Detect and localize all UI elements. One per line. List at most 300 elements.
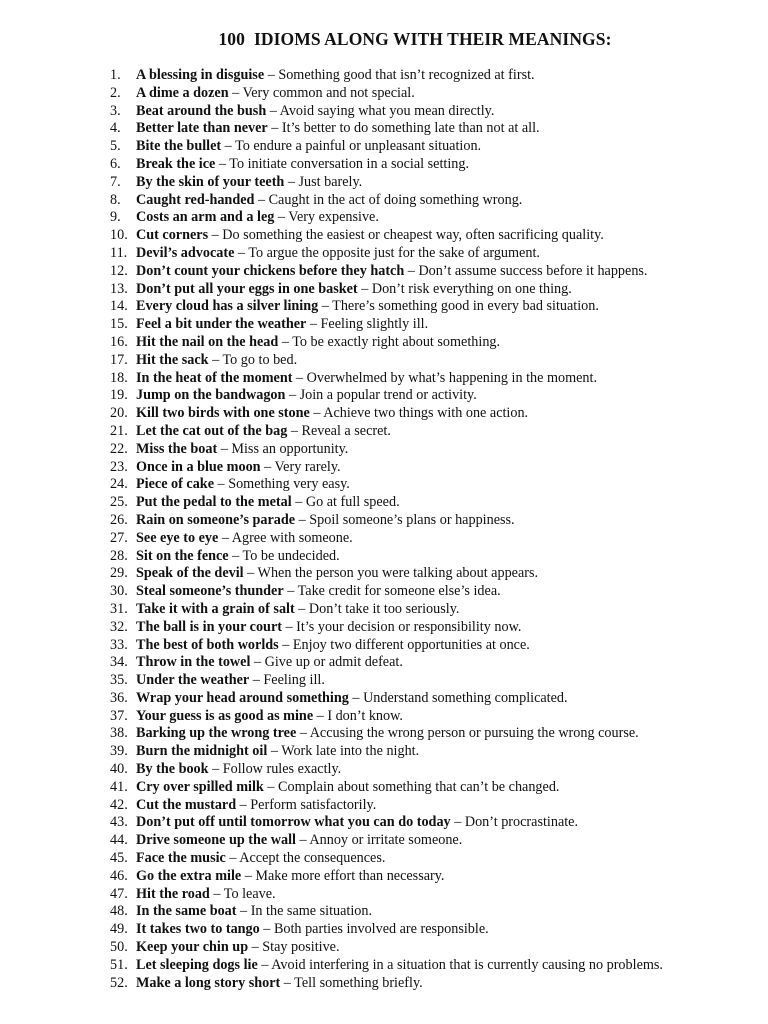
list-item (110, 209, 760, 227)
item-text (136, 387, 477, 405)
dash-separator: – (228, 547, 243, 564)
dash-separator: – (348, 689, 364, 706)
list-item (110, 494, 760, 512)
item-number: 20. (110, 405, 128, 422)
item-text (136, 494, 400, 512)
idiom-meaning: Very rarely. (274, 458, 341, 475)
dash-separator: – (209, 885, 224, 902)
idiom-meaning: I don’t know. (327, 707, 403, 724)
item-number: 34. (110, 654, 128, 671)
item-text (136, 583, 501, 601)
idiom-meaning: Overwhelmed by what’s happening in the moment. (306, 369, 598, 386)
item-number: 23. (110, 458, 128, 475)
list-item (110, 957, 760, 975)
item-number: 38. (110, 725, 128, 742)
item-number: 32. (110, 618, 128, 635)
item-text (136, 601, 459, 619)
item-number: 19. (110, 387, 128, 404)
list-item (110, 708, 760, 726)
item-text (136, 85, 415, 103)
dash-separator: – (263, 778, 279, 795)
item-text (136, 156, 469, 174)
item-text (136, 227, 604, 245)
idiom-meaning: To go to bed. (222, 351, 298, 368)
list-item (110, 120, 760, 138)
list-item (110, 459, 760, 477)
item-number: 25. (110, 494, 128, 511)
idiom-meaning: Don’t procrastinate. (464, 814, 579, 831)
list-item (110, 138, 760, 156)
idiom-meaning: To endure a painful or unpleasant situation. (235, 138, 482, 155)
idiom-meaning: Complain about something that can’t be changed. (278, 778, 560, 795)
idiom-meaning: To argue the opposite just for the sake of argument. (248, 244, 540, 261)
item-number: 22. (110, 440, 128, 457)
idiom-meaning: To initiate conversation in a social setting. (229, 155, 470, 172)
list-item (110, 619, 760, 637)
idiom-meaning: Accusing the wrong person or pursuing the wrong course. (309, 725, 639, 742)
list-item (110, 583, 760, 601)
item-text (136, 245, 540, 263)
item-text (136, 975, 423, 993)
dash-separator: – (241, 867, 256, 884)
idiom-phrase: In the same boat (136, 903, 237, 920)
list-item (110, 370, 760, 388)
idiom-meaning: Achieve two things with one action. (323, 405, 529, 422)
dash-separator: – (234, 244, 249, 261)
idiom-phrase: See eye to eye (136, 529, 219, 546)
item-number: 2. (110, 84, 121, 101)
item-number: 44. (110, 832, 128, 849)
item-text (136, 814, 578, 832)
list-item (110, 921, 760, 939)
idiom-meaning: Agree with someone. (231, 529, 353, 546)
idiom-phrase: Let sleeping dogs lie (136, 956, 258, 973)
idiom-meaning: There’s something good in every bad situation. (332, 298, 599, 315)
idiom-meaning: Something good that isn’t recognized at first. (278, 67, 535, 83)
idiom-phrase: Don’t put off until tomorrow what you can do today (136, 814, 451, 831)
idiom-phrase: Burn the midnight oil (136, 743, 268, 760)
idiom-phrase: Face the music (136, 850, 226, 867)
item-text (136, 565, 538, 583)
item-number: 27. (110, 529, 128, 546)
dash-separator: – (291, 494, 306, 511)
dash-separator: – (404, 262, 419, 279)
idiom-meaning: Stay positive. (262, 939, 340, 956)
item-number: 46. (110, 867, 128, 884)
dash-separator: – (285, 387, 300, 404)
idiom-phrase: Steal someone’s thunder (136, 583, 284, 600)
idiom-meaning: Don’t assume success before it happens. (418, 262, 648, 279)
item-text (136, 405, 528, 423)
item-text (136, 120, 540, 138)
idiom-phrase: Rain on someone’s parade (136, 511, 296, 528)
list-item (110, 672, 760, 690)
idiom-meaning: Take credit for someone else’s idea. (297, 583, 501, 600)
idiom-meaning: To leave. (223, 885, 276, 902)
list-item (110, 85, 760, 103)
list-item (110, 441, 760, 459)
idiom-phrase: Hit the road (136, 885, 210, 902)
idiom-meaning: Don’t risk everything on one thing. (371, 280, 572, 297)
list-item (110, 548, 760, 566)
list-item (110, 530, 760, 548)
dash-separator: – (236, 903, 251, 920)
idiom-meaning: Go at full speed. (305, 494, 400, 511)
dash-separator: – (264, 67, 279, 83)
dash-separator: – (214, 476, 229, 493)
item-text (136, 921, 489, 939)
item-text (136, 316, 428, 334)
item-number: 8. (110, 191, 121, 208)
item-number: 33. (110, 636, 128, 653)
dash-separator: – (306, 316, 321, 333)
dash-separator: – (259, 921, 274, 938)
item-number: 11. (110, 244, 128, 261)
item-number: 36. (110, 689, 128, 706)
idiom-meaning: Avoid saying what you mean directly. (279, 102, 495, 119)
dash-separator: – (254, 191, 269, 208)
dash-separator: – (450, 814, 465, 831)
idiom-phrase: Feel a bit under the weather (136, 316, 307, 333)
dash-separator: – (295, 511, 310, 528)
item-text (136, 868, 444, 886)
item-number: 28. (110, 547, 128, 564)
list-item (110, 352, 760, 370)
dash-separator: – (236, 796, 251, 813)
dash-separator: – (243, 565, 258, 582)
idiom-meaning: Feeling slightly ill. (320, 316, 429, 333)
idiom-phrase: Bite the bullet (136, 138, 222, 155)
item-text (136, 797, 376, 815)
idiom-phrase: Devil’s advocate (136, 244, 235, 261)
dash-separator: – (313, 707, 328, 724)
idiom-meaning: When the person you were talking about appears. (257, 565, 539, 582)
list-item (110, 245, 760, 263)
item-text (136, 619, 521, 637)
dash-separator: – (215, 155, 230, 172)
idiom-phrase: Your guess is as good as mine (136, 707, 314, 724)
dash-separator: – (292, 369, 307, 386)
idiom-phrase: By the skin of your teeth (136, 173, 285, 190)
idiom-phrase: Go the extra mile (136, 867, 242, 884)
item-text (136, 334, 500, 352)
idiom-meaning: Follow rules exactly. (222, 761, 342, 778)
dash-separator: – (257, 956, 272, 973)
item-text (136, 209, 379, 227)
idiom-phrase: Barking up the wrong tree (136, 725, 297, 742)
item-number: 37. (110, 707, 128, 724)
idiom-meaning: Very common and not special. (242, 84, 415, 101)
item-number: 12. (110, 262, 128, 279)
item-number: 52. (110, 974, 128, 991)
dash-separator: – (318, 298, 333, 315)
list-item (110, 886, 760, 904)
item-number: 51. (110, 956, 128, 973)
idiom-phrase: Throw in the towel (136, 654, 251, 671)
item-text (136, 708, 403, 726)
list-item (110, 637, 760, 655)
list-item (110, 192, 760, 210)
idiom-meaning: Just barely. (298, 173, 363, 190)
idiom-meaning: Accept the consequences. (239, 850, 386, 867)
list-item (110, 227, 760, 245)
idiom-meaning: Join a popular trend or activity. (299, 387, 477, 404)
dash-separator: – (283, 583, 298, 600)
list-item (110, 743, 760, 761)
item-number: 7. (110, 173, 121, 190)
item-number: 43. (110, 814, 128, 831)
idiom-phrase: Take it with a grain of salt (136, 600, 295, 617)
item-text (136, 298, 599, 316)
item-text (136, 672, 325, 690)
dash-separator: – (281, 618, 297, 635)
idiom-phrase: Jump on the bandwagon (136, 387, 286, 404)
item-text (136, 548, 340, 566)
idiom-phrase: A blessing in disguise (136, 67, 265, 83)
item-text (136, 903, 372, 921)
item-text (136, 263, 647, 281)
idiom-meaning: Perform satisfactorily. (250, 796, 377, 813)
list-item (110, 174, 760, 192)
dash-separator: – (278, 636, 293, 653)
dash-separator: – (294, 600, 309, 617)
idiom-meaning: Make more effort than necessary. (255, 867, 445, 884)
list-item (110, 67, 760, 85)
idiom-phrase: Hit the sack (136, 351, 209, 368)
idiom-phrase: Keep your chin up (136, 939, 249, 956)
list-item (110, 832, 760, 850)
item-number: 45. (110, 850, 128, 867)
item-number: 13. (110, 280, 128, 297)
dash-separator: – (260, 458, 275, 475)
list-item (110, 512, 760, 530)
dash-separator: – (296, 832, 310, 849)
item-text (136, 743, 419, 761)
idiom-meaning: Annoy or irritate someone. (309, 832, 463, 849)
item-text (136, 103, 494, 121)
item-number: 29. (110, 565, 128, 582)
idiom-meaning: Miss an opportunity. (231, 440, 349, 457)
list-item (110, 476, 760, 494)
idiom-phrase: Kill two birds with one stone (136, 405, 310, 422)
list-item (110, 405, 760, 423)
idiom-phrase: Under the weather (136, 672, 250, 689)
idiom-phrase: Cry over spilled milk (136, 778, 264, 795)
list-item (110, 779, 760, 797)
idiom-meaning: Feeling ill. (263, 672, 325, 689)
item-text (136, 530, 353, 548)
item-number: 6. (110, 155, 121, 172)
dash-separator: – (208, 227, 223, 244)
idiom-meaning: It’s your decision or responsibility now. (296, 618, 522, 635)
item-text (136, 832, 462, 850)
item-text (136, 512, 515, 530)
idiom-meaning: Work late into the night. (281, 743, 420, 760)
dash-separator: – (309, 405, 324, 422)
item-number: 40. (110, 761, 128, 778)
idiom-phrase: Put the pedal to the metal (136, 494, 292, 511)
list-item (110, 387, 760, 405)
item-text (136, 138, 481, 156)
item-number: 10. (110, 227, 128, 244)
idiom-phrase: Costs an arm and a leg (136, 209, 275, 226)
item-text (136, 654, 403, 672)
item-number: 16. (110, 333, 128, 350)
item-text (136, 850, 385, 868)
list-item (110, 654, 760, 672)
idiom-phrase: Wrap your head around something (136, 689, 349, 706)
item-text (136, 459, 341, 477)
idiom-meaning: Both parties involved are responsible. (273, 921, 489, 938)
list-item (110, 298, 760, 316)
idiom-meaning: Caught in the act of doing something wrong. (268, 191, 523, 208)
dash-separator: – (217, 440, 232, 457)
list-item (110, 690, 760, 708)
idiom-phrase: Don’t count your chickens before they hatch (136, 262, 405, 279)
idiom-phrase: In the heat of the moment (136, 369, 293, 386)
idiom-meaning: Spoil someone’s plans or happiness. (309, 511, 515, 528)
item-text (136, 370, 597, 388)
dash-separator: – (208, 761, 223, 778)
list-item (110, 334, 760, 352)
dash-separator: – (250, 654, 265, 671)
dash-separator: – (287, 422, 302, 439)
list-item (110, 850, 760, 868)
idiom-phrase: Speak of the devil (136, 565, 244, 582)
list-item (110, 761, 760, 779)
idiom-meaning: To be exactly right about something. (292, 333, 501, 350)
dash-separator: – (267, 120, 282, 137)
item-text (136, 779, 559, 797)
item-text (136, 725, 639, 743)
item-number: 48. (110, 903, 128, 920)
dash-separator: – (284, 173, 299, 190)
item-number: 26. (110, 511, 128, 528)
idiom-phrase: Every cloud has a silver lining (136, 298, 319, 315)
item-number: 3. (110, 102, 121, 119)
item-text (136, 939, 340, 957)
idiom-meaning: Don’t take it too seriously. (308, 600, 460, 617)
list-item (110, 103, 760, 121)
item-text (136, 441, 348, 459)
idiom-phrase: Caught red-handed (136, 191, 255, 208)
list-item (110, 814, 760, 832)
idiom-phrase: Better late than never (136, 120, 268, 137)
item-number: 35. (110, 672, 128, 689)
dash-separator: – (218, 529, 232, 546)
item-number: 41. (110, 778, 128, 795)
idiom-phrase: Let the cat out of the bag (136, 422, 288, 439)
idiom-phrase: Make a long story short (136, 974, 281, 991)
idiom-meaning: Enjoy two different opportunities at once. (292, 636, 530, 653)
item-number: 5. (110, 138, 121, 155)
item-number: 15. (110, 316, 128, 333)
list-item (110, 797, 760, 815)
dash-separator: – (280, 974, 295, 991)
list-item (110, 725, 760, 743)
dash-separator: – (208, 351, 223, 368)
dash-separator: – (278, 333, 293, 350)
item-text (136, 174, 362, 192)
idiom-meaning: Understand something complicated. (363, 689, 568, 706)
idiom-meaning: In the same situation. (250, 903, 373, 920)
dash-separator: – (357, 280, 372, 297)
idiom-phrase: Cut the mustard (136, 796, 237, 813)
list-item (110, 939, 760, 957)
idiom-meaning: Do something the easiest or cheapest way, often sacrificing quality. (222, 227, 604, 244)
dash-separator: – (266, 102, 280, 119)
item-text (136, 761, 341, 779)
item-number: 39. (110, 743, 128, 760)
item-text (136, 352, 297, 370)
idiom-meaning: Reveal a secret. (301, 422, 391, 439)
dash-separator: – (228, 84, 243, 101)
list-item (110, 601, 760, 619)
list-item (110, 281, 760, 299)
idiom-phrase: Drive someone up the wall (136, 832, 296, 849)
idiom-meaning: Tell something briefly. (294, 974, 423, 991)
idiom-phrase: Once in a blue moon (136, 458, 261, 475)
list-item (110, 316, 760, 334)
idiom-meaning: Avoid interfering in a situation that is currently causing no problems. (271, 956, 663, 973)
idiom-phrase: A dime a dozen (136, 84, 229, 101)
item-number: 14. (110, 298, 128, 315)
idiom-phrase: Sit on the fence (136, 547, 229, 564)
item-number: 9. (110, 209, 121, 226)
item-number: 31. (110, 600, 128, 617)
idiom-phrase: Hit the nail on the head (136, 333, 279, 350)
item-text (136, 67, 535, 85)
list-item (110, 263, 760, 281)
item-number: 1. (110, 67, 121, 83)
idiom-phrase: Cut corners (136, 227, 209, 244)
item-text (136, 476, 350, 494)
item-number: 49. (110, 921, 128, 938)
item-number: 17. (110, 351, 128, 368)
dash-separator: – (225, 850, 240, 867)
item-number: 47. (110, 885, 128, 902)
idiom-phrase: Miss the boat (136, 440, 218, 457)
dash-separator: – (249, 672, 264, 689)
idiom-meaning: Very expensive. (288, 209, 379, 226)
page-title: 100 IDIOMS ALONG WITH THEIR MEANINGS: (218, 29, 612, 49)
idiom-phrase: Beat around the bush (136, 102, 267, 119)
dash-separator: – (221, 138, 236, 155)
list-item (110, 156, 760, 174)
list-item (110, 868, 760, 886)
item-number: 18. (110, 369, 128, 386)
item-text (136, 957, 663, 975)
item-number: 50. (110, 939, 128, 956)
idiom-phrase: The best of both worlds (136, 636, 279, 653)
dash-separator: – (267, 743, 282, 760)
item-text (136, 281, 572, 299)
item-number: 24. (110, 476, 128, 493)
idiom-phrase: By the book (136, 761, 209, 778)
idiom-meaning: Something very easy. (228, 476, 350, 493)
item-number: 42. (110, 796, 128, 813)
item-number: 4. (110, 120, 121, 137)
idiom-meaning: Give up or admit defeat. (264, 654, 403, 671)
idiom-phrase: Don’t put all your eggs in one basket (136, 280, 358, 297)
item-text (136, 637, 530, 655)
idiom-phrase: It takes two to tango (136, 921, 260, 938)
idiom-list (110, 67, 760, 992)
dash-separator: – (274, 209, 289, 226)
dash-separator: – (248, 939, 263, 956)
list-item (110, 975, 760, 993)
idiom-phrase: Break the ice (136, 155, 216, 172)
